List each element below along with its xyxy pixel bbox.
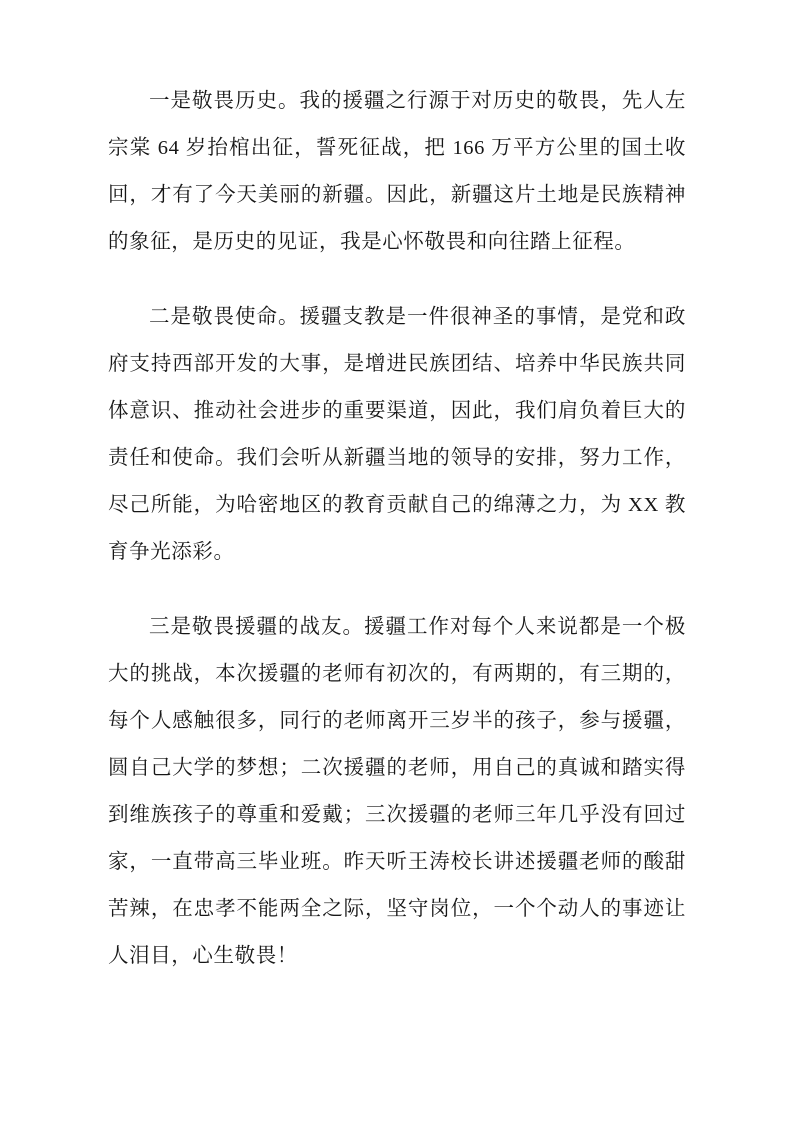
- document-body: [108, 78, 686, 980]
- paragraph-3: 三是敬畏援疆的战友。援疆工作对每个人来说都是一个极大的挑战，本次援疆的老师有初次的，有两期的，有三期的，每个人感触很多，同行的老师离开三岁半的孩子，参与援疆，圆自己大学的梦想；二次援疆的老师，用自己的真诚和踏实得到维族孩子的尊重和爱戴；三次援疆的老师三年几乎没有回过家，一直带高三毕业班。昨天听王涛校长讲述援疆老师的酸甜苦辣，在忠孝不能两全之际，坚守岗位，一个个动人的事迹让人泪目，心生敬畏！: [108, 616, 686, 967]
- paragraph-2: 二是敬畏使命。援疆支教是一件很神圣的事情，是党和政府支持西部开发的大事，是增进民族团结、培养中华民族共同体意识、推动社会进步的重要渠道，因此，我们肩负着巨大的责任和使命。我们会听从新疆当地的领导的安排，努力工作，尽己所能，为哈密地区的教育贡献自己的绵薄之力，为 XX 教育争光添彩。: [108, 306, 686, 563]
- paragraph-1: 一是敬畏历史。我的援疆之行源于对历史的敬畏，先人左宗棠 64 岁抬棺出征，誓死征战，把 166 万平方公里的国土收回，才有了今天美丽的新疆。因此，新疆这片土地是民族精神的象征，是历史的见证，我是心怀敬畏和向往踏上征程。: [108, 90, 686, 253]
